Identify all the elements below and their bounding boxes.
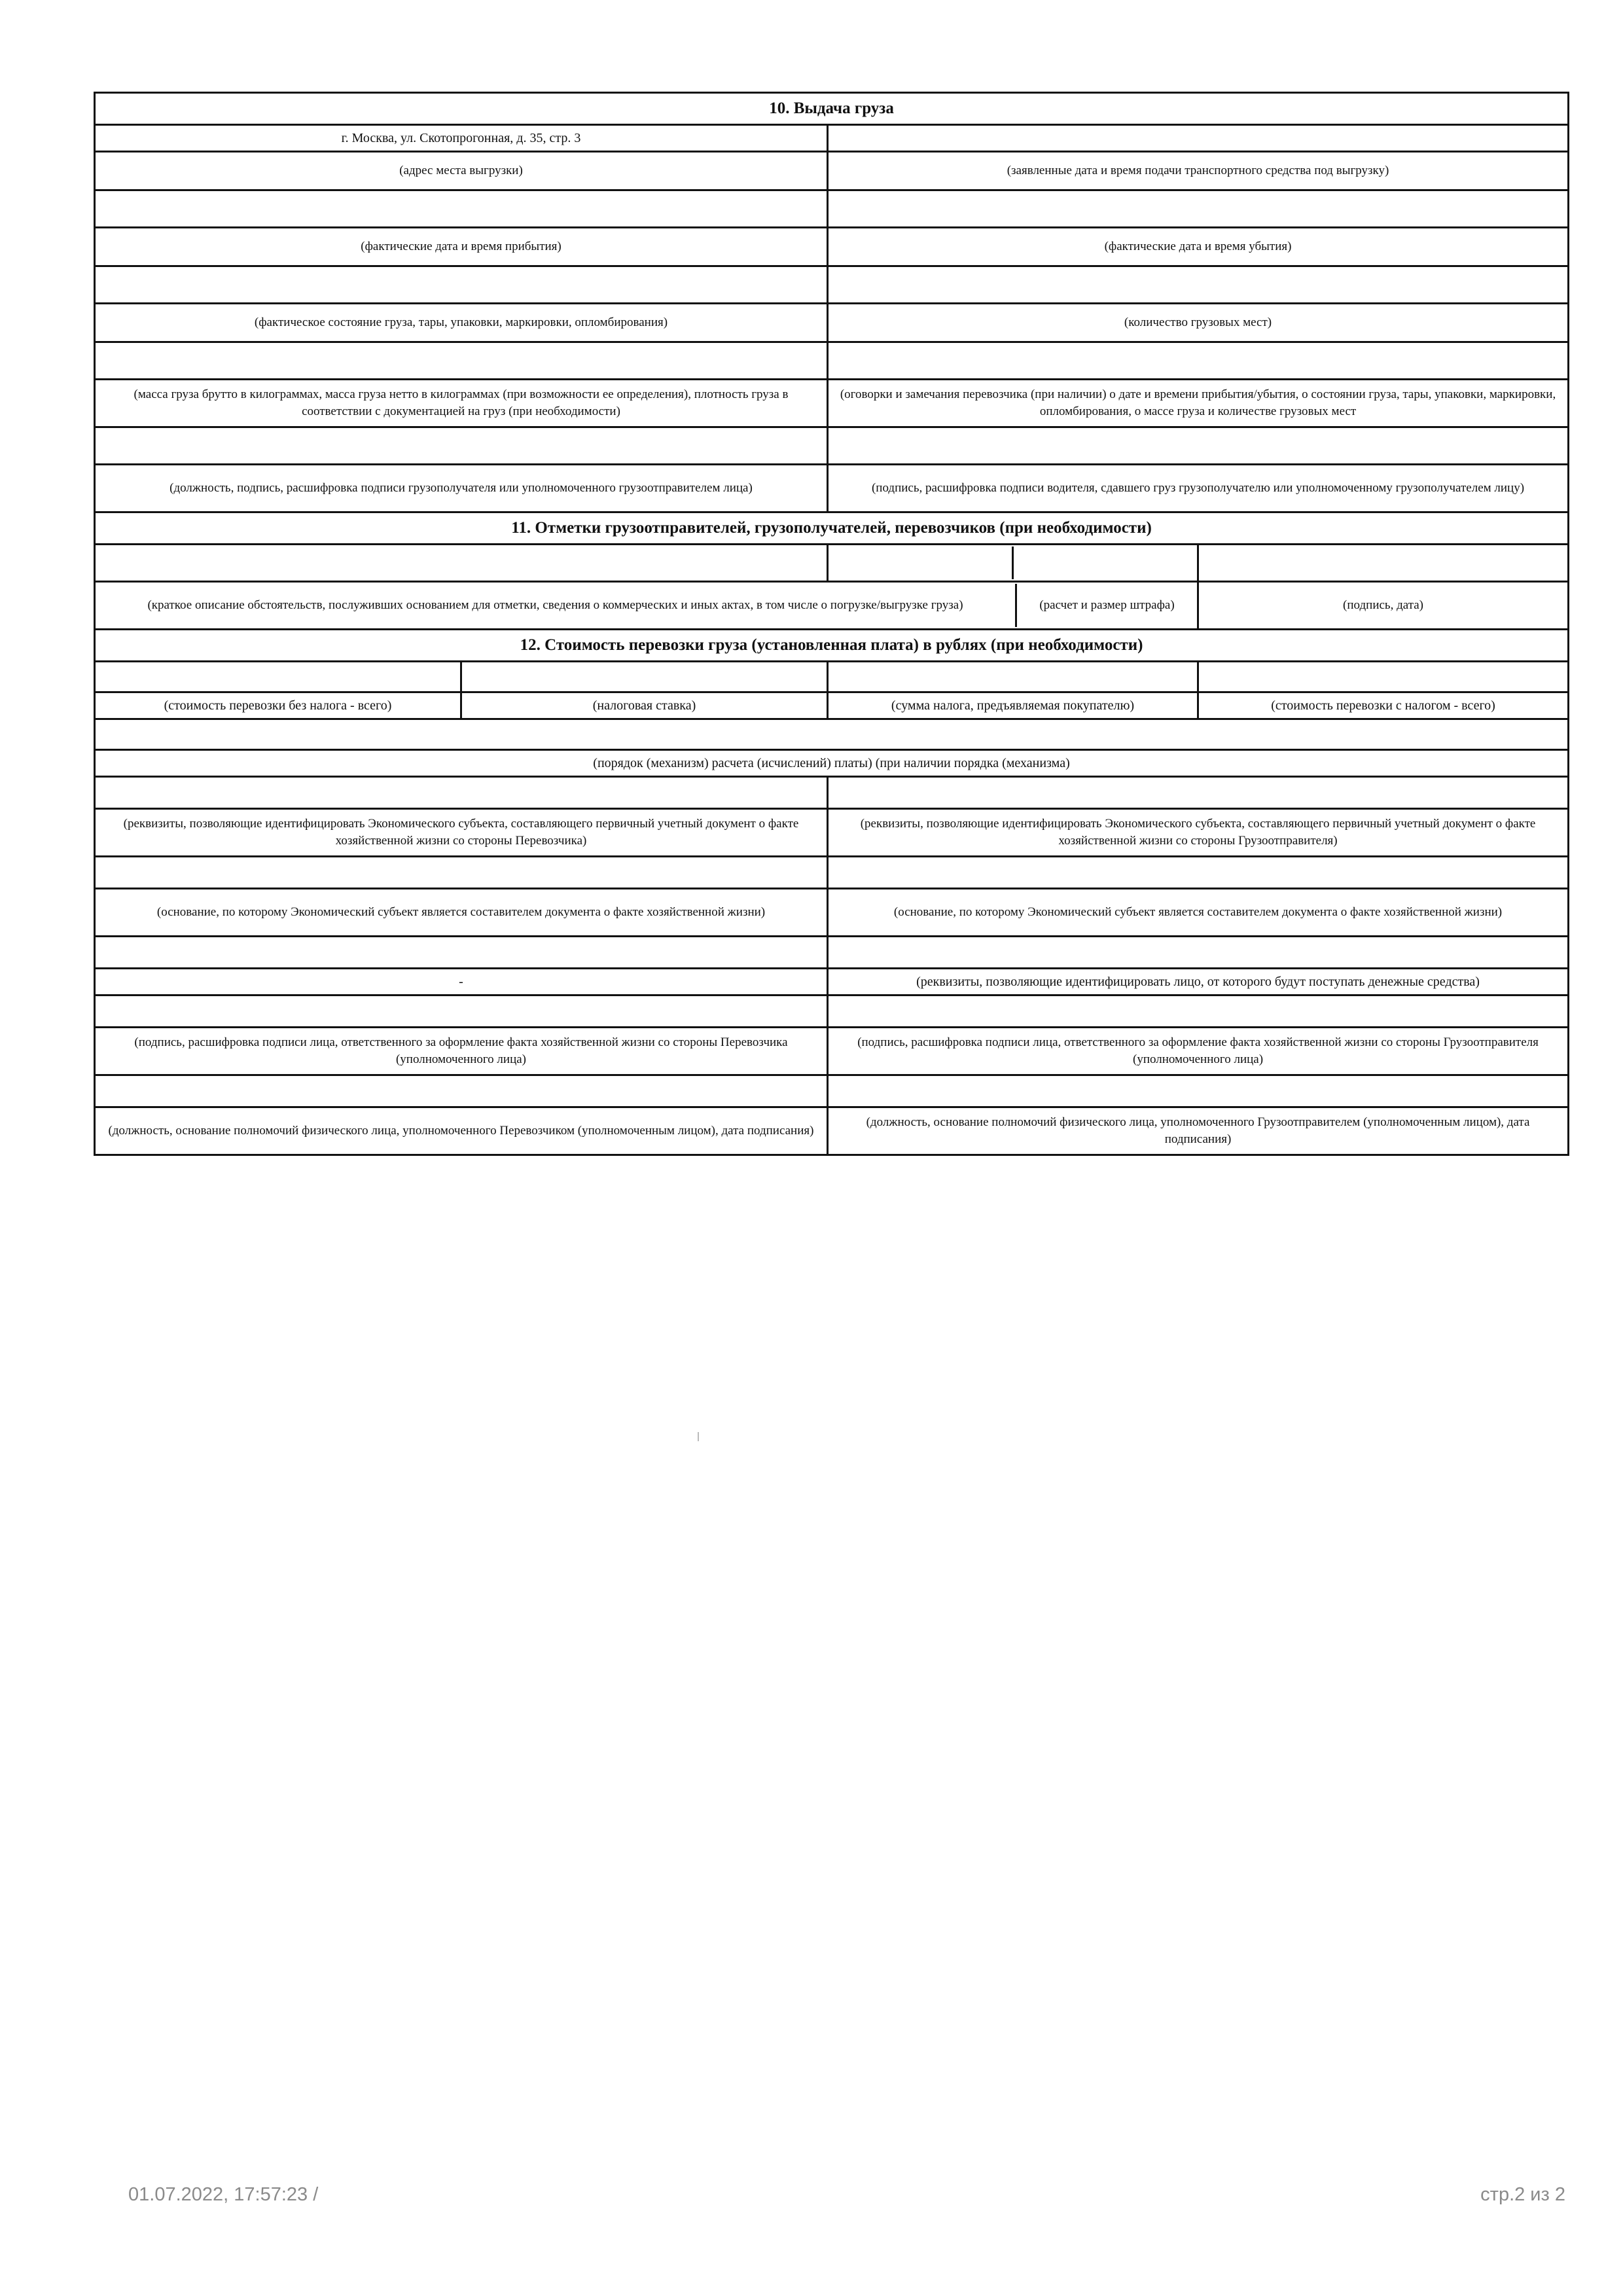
tax-sum-label: (сумма налога, предъявляемая покупателю) <box>828 692 1198 719</box>
basis-carrier-label: (основание, по которому Экономический субъект является составителем документа о факте хозяйственной жизни) <box>95 889 828 937</box>
pos-shipper-value <box>828 1075 1569 1107</box>
tax-rate-label: (налоговая ставка) <box>461 692 828 719</box>
tax-sum-value <box>828 662 1198 692</box>
section-11-title: 11. Отметки грузоотправителей, грузополучателей, перевозчиков (при необходимости) <box>95 512 1569 545</box>
req-shipper-value <box>828 777 1569 809</box>
cost-no-tax-value <box>95 662 461 692</box>
waybill-form <box>94 92 1569 1156</box>
print-timestamp: 01.07.2022, 17:57:23 / <box>128 2184 319 2205</box>
sig-carrier-label: (подпись, расшифровка подписи лица, ответственного за оформление факта хозяйственной жизни со стороны Перевозчика (уполномоченного лица) <box>95 1028 828 1075</box>
basis-carrier-value <box>95 857 828 889</box>
places-label: (количество грузовых мест) <box>828 304 1569 342</box>
cargo-state-label: (фактическое состояние груза, тары, упаковки, маркировки, опломбирования) <box>95 304 828 342</box>
cost-tax-label: (стоимость перевозки с налогом - всего) <box>1198 692 1569 719</box>
req-shipper-label: (реквизиты, позволяющие идентифицировать Экономического субъекта, составляющего первичный учетный документ о факте хозяйственной жизни со стороны Грузоотправителя) <box>828 809 1569 857</box>
remarks-value <box>828 342 1569 380</box>
departure-label: (фактические дата и время убытия) <box>828 228 1569 266</box>
req-carrier-label: (реквизиты, позволяющие идентифицировать Экономического субъекта, составляющего первичный учетный документ о факте хозяйственной жизни со стороны Перевозчика) <box>95 809 828 857</box>
page-number: стр.2 из 2 <box>1480 2184 1565 2205</box>
marks-sign-label: (подпись, дата) <box>1198 582 1569 630</box>
consignee-sign-label: (должность, подпись, расшифровка подписи грузополучателя или уполномоченного грузоотправителем лица) <box>95 465 828 512</box>
carrier-extra-value <box>95 937 828 969</box>
departure-value <box>828 190 1569 228</box>
mass-label: (масса груза брутто в килограммах, масса груза нетто в килограммах (при возможности ее определения), плотность груза в соответствии с документацией на груз (при необходимости) <box>95 380 828 427</box>
marks-desc-label: (краткое описание обстоятельств, послуживших основанием для отметки, сведения о коммерческих и иных актах, в том числе о погрузке/выгрузке груза) <box>147 598 963 612</box>
marks-desc-value-b <box>828 545 1198 582</box>
sig-shipper-value <box>828 996 1569 1028</box>
remarks-label: (оговорки и замечания перевозчика (при наличии) о дате и времени прибытия/убытия, о состоянии груза, тары, упаковки, маркировки, опломбирования, о массе груза и количестве грузовых мест <box>828 380 1569 427</box>
unloading-address-label: (адрес места выгрузки) <box>95 152 828 190</box>
marks-label-row <box>95 582 1198 630</box>
order-label: (порядок (механизм) расчета (исчислений) платы) (при наличии порядка (механизма) <box>95 750 1569 777</box>
order-value <box>95 719 1569 750</box>
consignee-sign-value <box>95 427 828 465</box>
section-12-title: 12. Стоимость перевозки груза (установленная плата) в рублях (при необходимости) <box>95 630 1569 662</box>
marks-sign-value <box>1198 545 1569 582</box>
places-value <box>828 266 1569 304</box>
pos-shipper-label: (должность, основание полномочий физического лица, уполномоченного Грузоотправителем (уполномоченным лицом), дата подписания) <box>828 1107 1569 1155</box>
basis-shipper-label: (основание, по которому Экономический субъект является составителем документа о факте хозяйственной жизни) <box>828 889 1569 937</box>
sig-shipper-label: (подпись, расшифровка подписи лица, ответственного за оформление факта хозяйственной жизни со стороны Грузоотправителя (уполномоченного лица) <box>828 1028 1569 1075</box>
fine-label: (расчет и размер штрафа) <box>1015 584 1197 627</box>
pos-carrier-label: (должность, основание полномочий физического лица, уполномоченного Перевозчиком (уполномоченным лицом), дата подписания) <box>95 1107 828 1155</box>
declared-datetime-value <box>828 125 1569 152</box>
payer-value <box>828 937 1569 969</box>
mass-value <box>95 342 828 380</box>
carrier-extra-dash: - <box>95 969 828 996</box>
driver-sign-value <box>828 427 1569 465</box>
basis-shipper-value <box>828 857 1569 889</box>
driver-sign-label: (подпись, расшифровка подписи водителя, сдавшего груз грузополучателю или уполномоченному грузополучателем лицу) <box>828 465 1569 512</box>
cost-no-tax-label: (стоимость перевозки без налога - всего) <box>95 692 461 719</box>
unloading-address-value: г. Москва, ул. Скотопрогонная, д. 35, стр. 3 <box>95 125 828 152</box>
arrival-label: (фактические дата и время прибытия) <box>95 228 828 266</box>
sig-carrier-value <box>95 996 828 1028</box>
declared-datetime-label: (заявленные дата и время подачи транспортного средства под выгрузку) <box>828 152 1569 190</box>
cargo-state-value <box>95 266 828 304</box>
arrival-value <box>95 190 828 228</box>
pos-carrier-value <box>95 1075 828 1107</box>
payer-label: (реквизиты, позволяющие идентифицировать лицо, от которого будут поступать денежные средства) <box>828 969 1569 996</box>
section-10-title: 10. Выдача груза <box>95 93 1569 125</box>
marks-desc-value-a <box>95 545 828 582</box>
cost-tax-value <box>1198 662 1569 692</box>
tax-rate-value <box>461 662 828 692</box>
req-carrier-value <box>95 777 828 809</box>
scan-mark <box>698 1432 699 1441</box>
